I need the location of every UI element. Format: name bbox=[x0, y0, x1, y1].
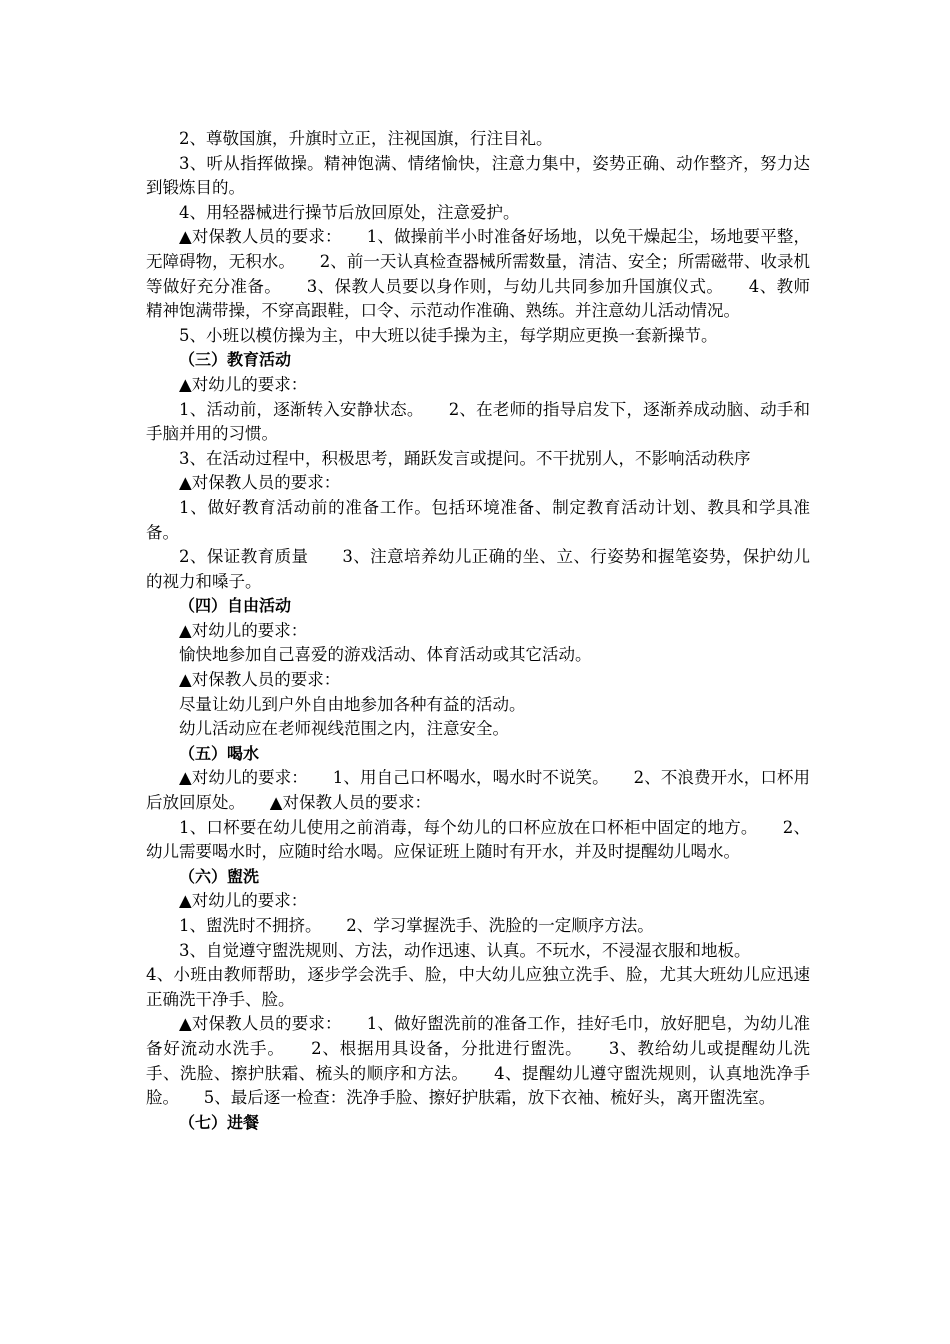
paragraph: ▲对保教人员的要求： 1、做好盥洗前的准备工作，挂好毛巾，放好肥皂，为幼儿准备好流动水洗手。 2、根据用具设备，分批进行盥洗。 3、教给幼儿或提醒幼儿洗手、洗脸、擦护肤霜、梳头的顺序和方法。 4、提醒幼儿遵守盥洗规则，认真地洗净手脸。 5、最后逐一检查：洗净手脸、擦好护肤霜，放下衣袖、梳好头，离开盥洗室。 bbox=[146, 1014, 810, 1108]
section-heading: （五）喝水 bbox=[179, 743, 260, 763]
paragraph: 5、小班以模仿操为主，中大班以徒手操为主，每学期应更换一套新操节。 bbox=[179, 325, 718, 345]
paragraph: 3、自觉遵守盥洗规则、方法，动作迅速、认真。不玩水，不浸湿衣服和地板。 bbox=[179, 940, 751, 960]
document-body bbox=[146, 127, 810, 1135]
section-heading: （四）自由活动 bbox=[179, 596, 292, 616]
paragraph: 愉快地参加自己喜爱的游戏活动、体育活动或其它活动。 bbox=[179, 645, 592, 665]
paragraph: 1、做好教育活动前的准备工作。包括环境准备、制定教育活动计划、教具和学具准备。 bbox=[146, 497, 810, 542]
paragraph: 2、尊敬国旗，升旗时立正，注视国旗，行注目礼。 bbox=[179, 129, 553, 148]
paragraph: 3、听从指挥做操。精神饱满、情绪愉快，注意力集中，姿势正确、动作整齐，努力达到锻炼目的。 bbox=[146, 153, 810, 198]
paragraph: ▲对保教人员的要求： bbox=[179, 473, 341, 493]
paragraph: 尽量让幼儿到户外自由地参加各种有益的活动。 bbox=[179, 694, 526, 714]
section-heading: （七）进餐 bbox=[179, 1112, 260, 1132]
paragraph: 4、小班由教师帮助，逐步学会洗手、脸，中大幼儿应独立洗手、脸，尤其大班幼儿应迅速正确洗干净手、脸。 bbox=[146, 965, 810, 1009]
paragraph: ▲对幼儿的要求： bbox=[179, 374, 308, 394]
paragraph: ▲对幼儿的要求： bbox=[179, 620, 308, 640]
section-heading: （三）教育活动 bbox=[179, 350, 292, 370]
paragraph: 1、活动前，逐渐转入安静状态。 2、在老师的指导启发下，逐渐养成动脑、动手和手脑并用的习惯。 bbox=[146, 399, 810, 444]
paragraph: ▲对保教人员的要求： 1、做操前半小时准备好场地，以免干燥起尘，场地要平整，无障碍物，无积水。 2、前一天认真检查器械所需数量，清洁、安全；所需磁带、收录机等做好充分准备。 3、保教人员要以身作则，与幼儿共同参加升国旗仪式。 4、教师精神饱满带操，不穿高跟鞋，口令、示范动作准确、熟练。并注意幼儿活动情况。 bbox=[146, 227, 810, 321]
section-heading: （六）盥洗 bbox=[179, 866, 260, 886]
paragraph: 1、口杯要在幼儿使用之前消毒，每个幼儿的口杯应放在口杯柜中固定的地方。 2、幼儿需要喝水时，应随时给水喝。应保证班上随时有开水，并及时提醒幼儿喝水。 bbox=[146, 817, 810, 862]
paragraph: 幼儿活动应在老师视线范围之内，注意安全。 bbox=[179, 719, 509, 739]
paragraph: 3、在活动过程中，积极思考，踊跃发言或提问。不干扰别人，不影响活动秩序 bbox=[179, 448, 751, 468]
paragraph: ▲对保教人员的要求： bbox=[179, 670, 341, 690]
paragraph: 1、盥洗时不拥挤。 2、学习掌握洗手、洗脸的一定顺序方法。 bbox=[179, 916, 654, 935]
paragraph: 4、用轻器械进行操节后放回原处，注意爱护。 bbox=[179, 202, 520, 222]
paragraph: ▲对幼儿的要求： 1、用自己口杯喝水，喝水时不说笑。 2、不浪费开水，口杯用后放回原处。 ▲对保教人员的要求： bbox=[146, 768, 810, 813]
paragraph: 2、保证教育质量 3、注意培养幼儿正确的坐、立、行姿势和握笔姿势，保护幼儿的视力和嗓子。 bbox=[146, 547, 810, 591]
paragraph: ▲对幼儿的要求： bbox=[179, 891, 308, 911]
